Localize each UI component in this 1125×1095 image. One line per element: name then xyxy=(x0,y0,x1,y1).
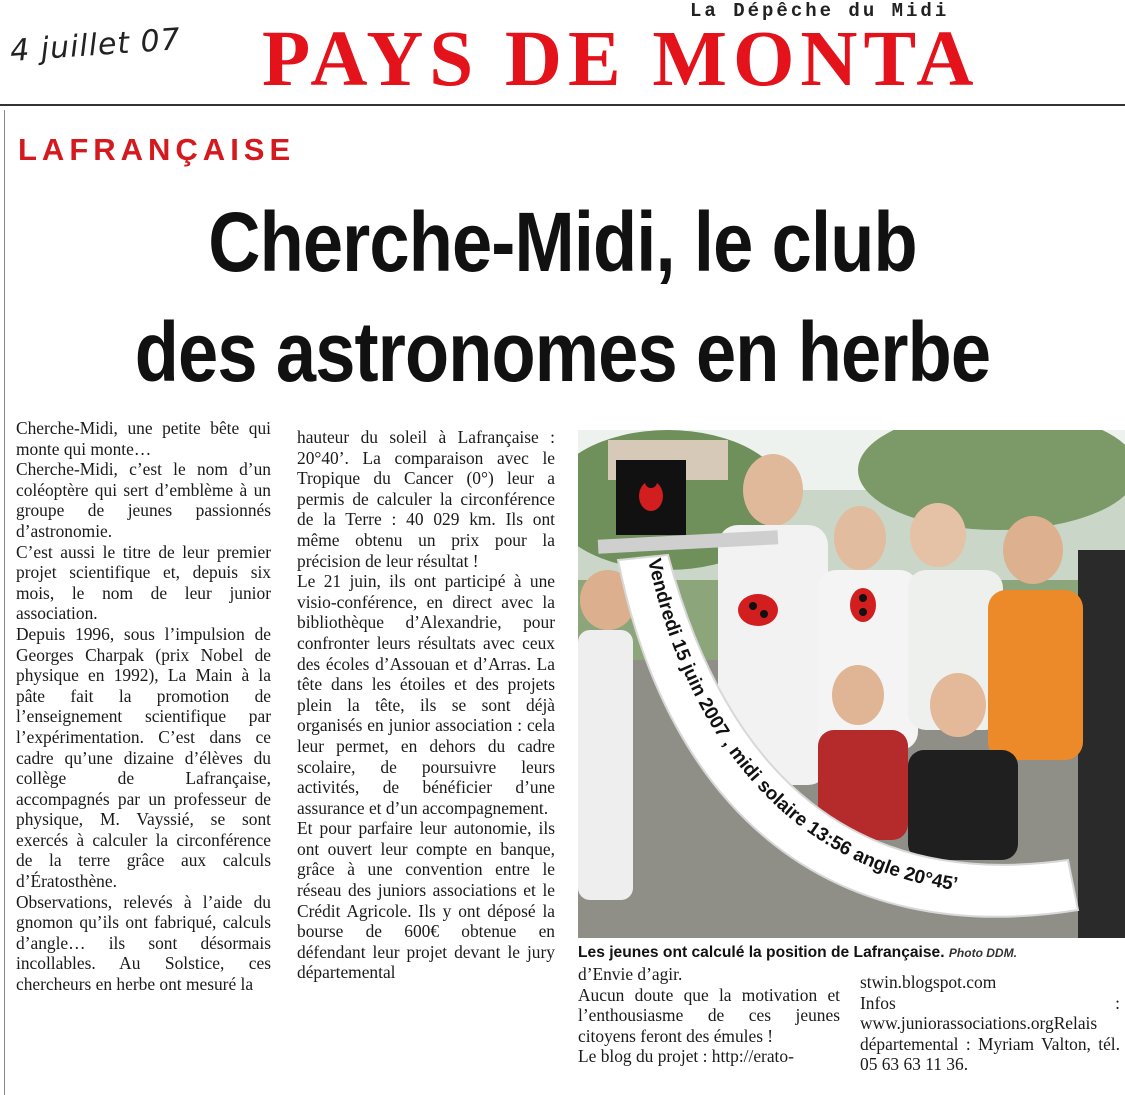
ladybug-emblem-icon xyxy=(616,460,686,535)
paragraph: d’Envie d’agir. xyxy=(578,964,683,984)
article-column-2 xyxy=(297,427,555,983)
photo-overlay-text: Vendredi 15 juin 2007 , midi solaire 13:56 angle 20°45’ xyxy=(643,556,960,896)
photo-illustration xyxy=(578,430,1125,938)
ladybug-emblem-icon xyxy=(850,588,876,622)
paragraph: Et pour parfaire leur autonomie, ils ont ouvert leur compte en banque, grâce à une convention entre le réseau des juniors associations et le Crédit Agricole. Ils y ont déposé la bourse de 600€ obtenue en défendant leur projet devant le jury départemental xyxy=(297,818,555,983)
paragraph: stwin.blogspot.com xyxy=(860,972,997,992)
headline-line-1: Cherche-Midi, le club xyxy=(208,195,917,289)
paragraph: Infos : www.juniorassociations.orgRelais départemental : Myriam Valton, tél. 05 63 63 11 36. xyxy=(860,992,1120,1075)
paragraph: Cherche-Midi, une petite bête qui monte qui monte… xyxy=(16,418,271,459)
paragraph: C’est aussi le titre de leur premier projet scientifique et, depuis six mois, le nom de leur junior association. xyxy=(16,541,271,624)
article-column-3 xyxy=(578,964,840,1067)
wall xyxy=(1078,550,1125,938)
newspaper-name: La Dépêche du Midi xyxy=(690,0,950,22)
article-column-1 xyxy=(16,418,271,995)
photo-caption xyxy=(578,944,1125,962)
photo-credit: Photo DDM. xyxy=(948,946,1017,960)
ladybug-emblem-icon xyxy=(738,594,778,626)
caption-text: Les jeunes ont calculé la position de Lafrançaise. xyxy=(578,944,945,961)
headline-line-2: des astronomes en herbe xyxy=(134,305,991,399)
article-photo xyxy=(578,430,1125,938)
handwritten-date: 4 juillet 07 xyxy=(8,22,182,69)
paragraph: Depuis 1996, sous l’impulsion de Georges Charpak (prix Nobel de physique en 1992), La Main à la pâte fait la promotion de l’enseignement scientifique par l’expérimentation. C’est dans ce cadre qu’une dizaine d’élèves du collège de Lafrançaise, accompagnés par un professeur de physique, M. Vayssié, se sont exercés à calculer la circonférence de la terre grâce aux calculs d’Ératosthène. xyxy=(16,623,271,892)
paragraph: hauteur du soleil à Lafrançaise : 20°40’. La comparaison avec le Tropique du Cancer (0°) leur a permis de calculer la circonférence de la Terre : 40 029 km. Ils ont même obtenu un prix pour la précision de leur résultat ! xyxy=(297,427,555,571)
paragraph: Observations, relevés à l’aide du gnomon qu’ils ont fabriqué, calculs d’angle… ils sont désormais incollables. Au Solstice, ces chercheurs en herbe ont mesuré la xyxy=(16,891,271,995)
article-kicker: LAFRANÇAISE xyxy=(18,132,296,167)
paragraph: Le 21 juin, ils ont participé à une visio-conférence, en direct avec la bibliothèque d’Alexandrie, pour confronter leurs résultats avec ceux des écoles d’Assouan et d’Arras. La tête dans les étoiles et des projets plein la tête, ils se sont déjà organisés en junior association : cela leur permet, en dehors du cadre scolaire, de poursuivre leurs activités, de bénéficier d’une assurance et d’un accompagnement. xyxy=(297,571,555,818)
top-divider xyxy=(0,104,1125,106)
paragraph: Aucun doute que la motivation et l’enthousiasme de ces jeunes citoyens feront des émules ! xyxy=(578,984,840,1046)
paragraph: Le blog du projet : http://erato- xyxy=(578,1046,794,1067)
article-column-4 xyxy=(860,972,1120,1075)
paragraph: Cherche-Midi, c’est le nom d’un coléoptère qui sert d’emblème à un groupe de jeunes passionnés d’astronomie. xyxy=(16,459,271,541)
section-title: PAYS DE MONTA xyxy=(262,16,980,103)
left-divider xyxy=(4,110,5,1095)
